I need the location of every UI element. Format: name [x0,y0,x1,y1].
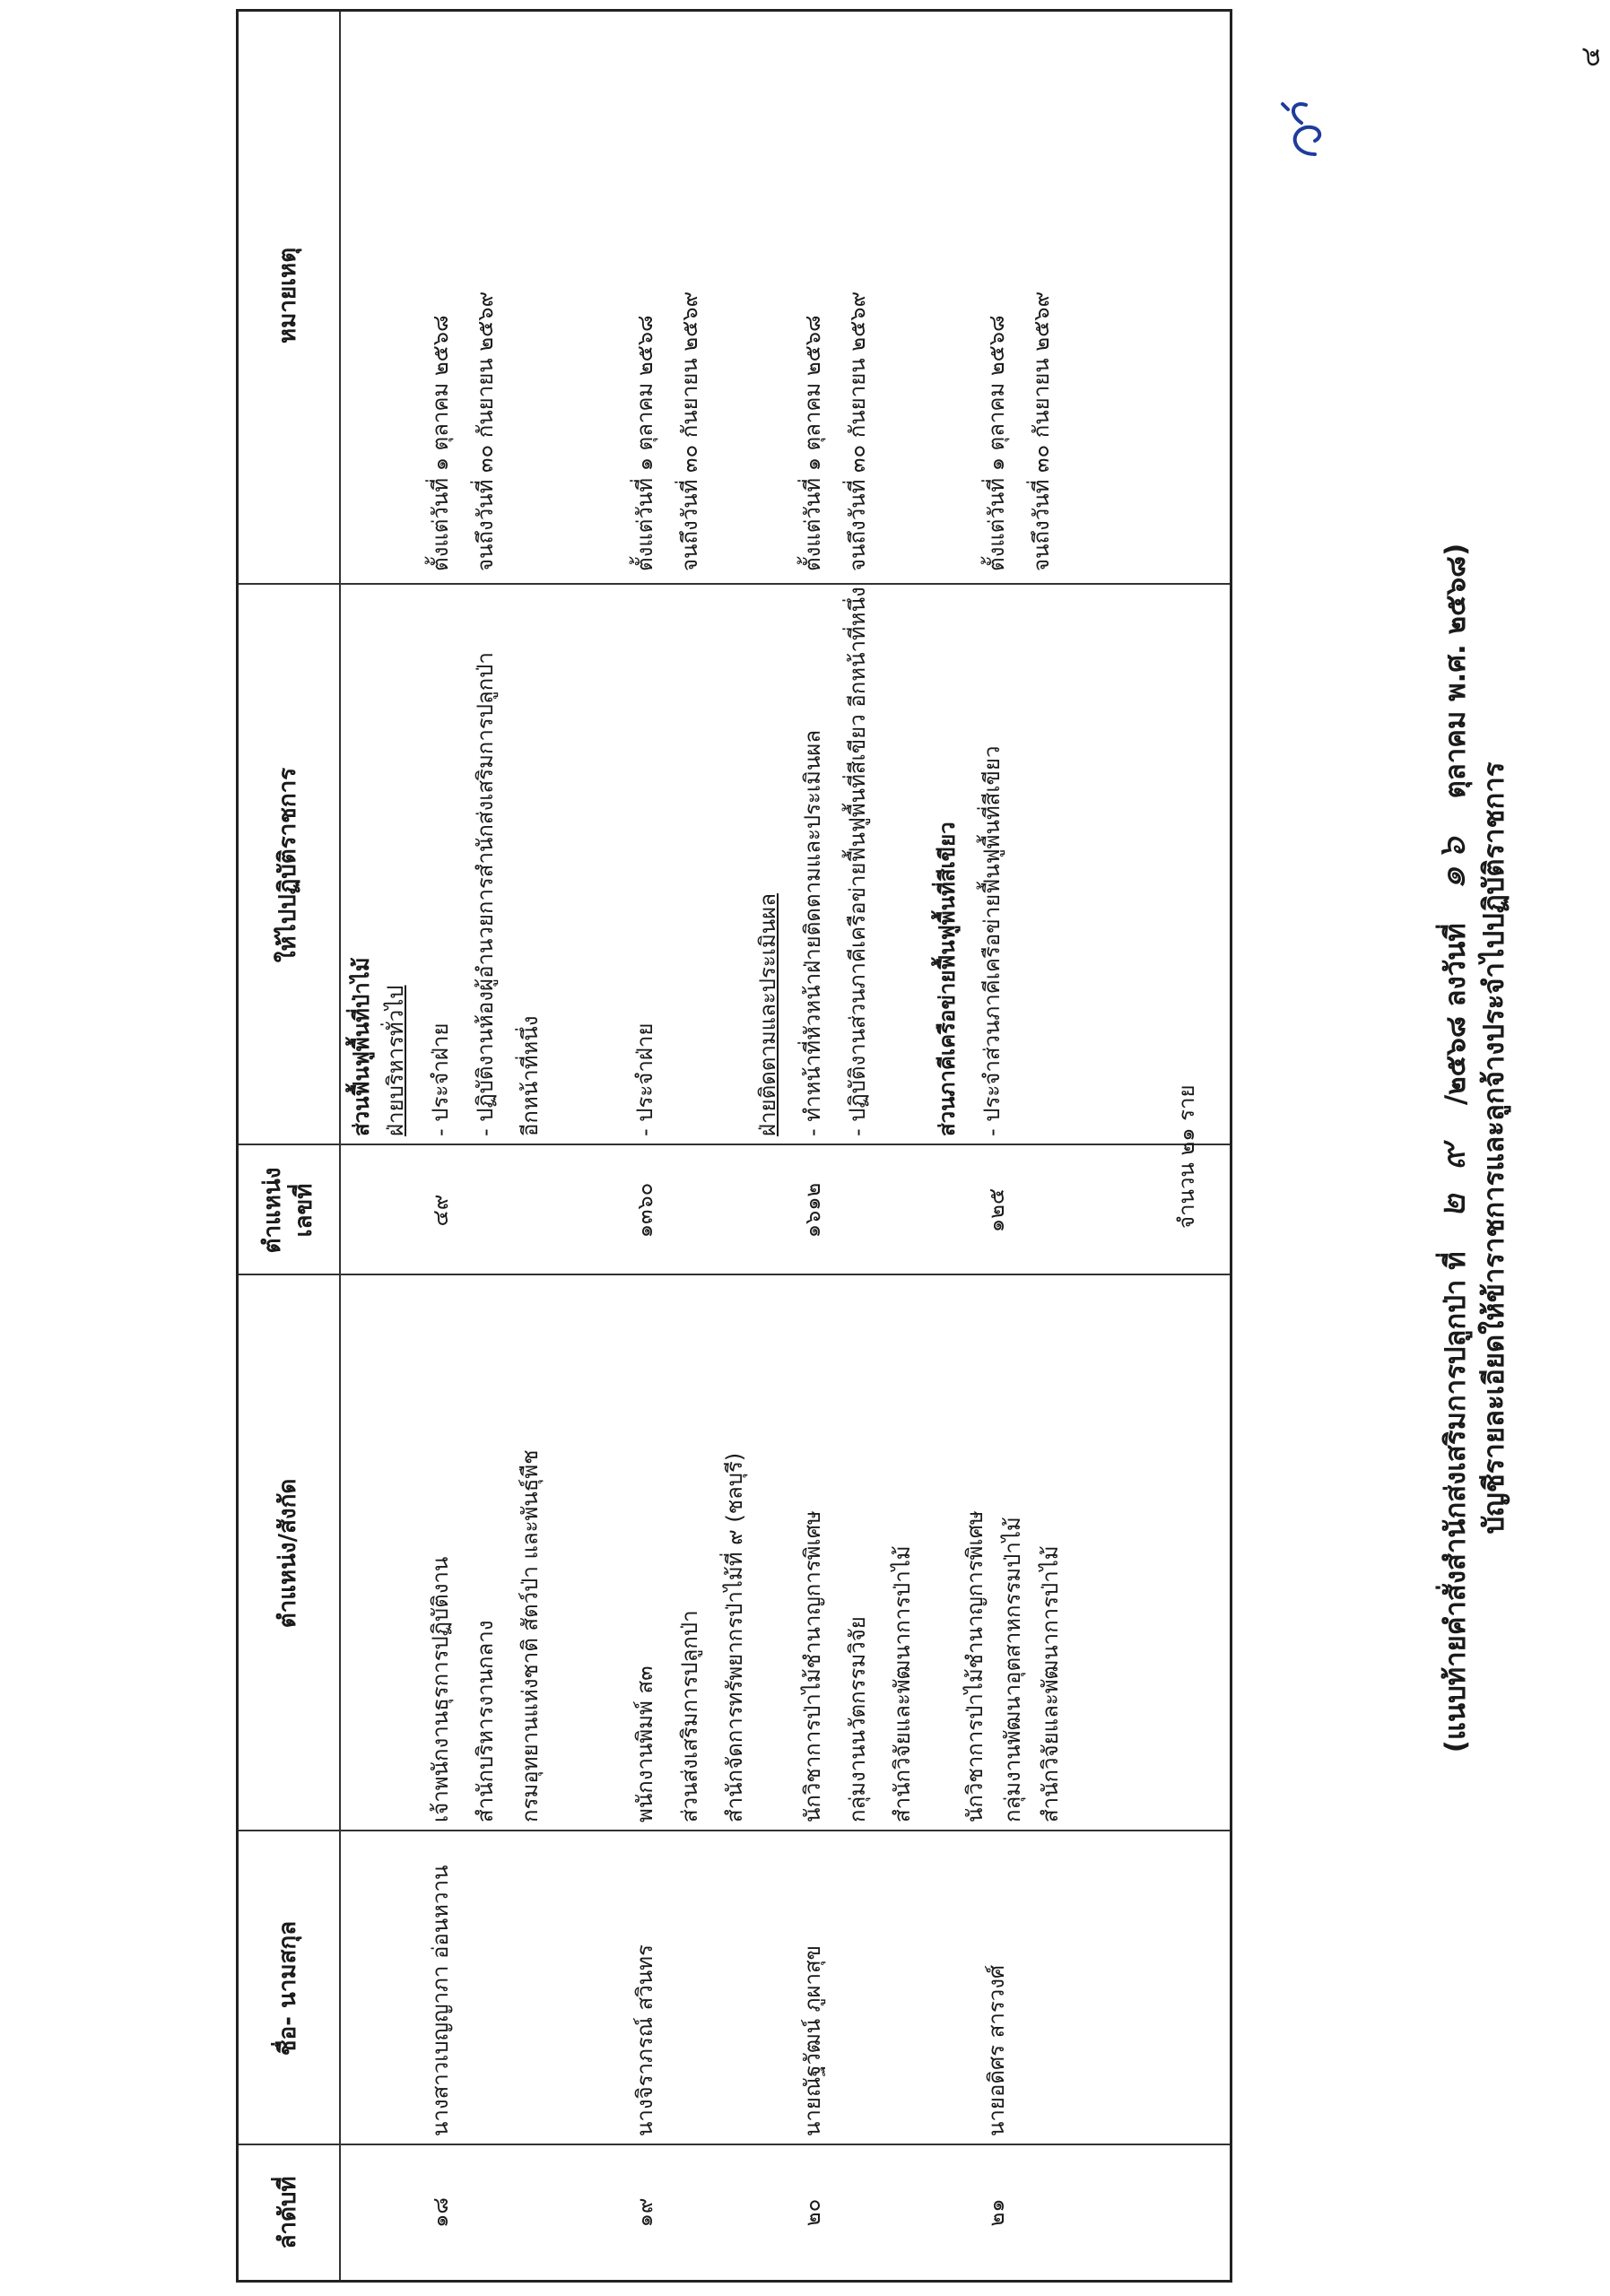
row-name: นายอดิศร สารวงศ์ [984,1964,1009,2136]
subtitle-mid: /๒๕๖๘ ลงวันที่ [1440,923,1472,1106]
document-title: บัญชีรายละเอียดให้ข้าราชการและลูกจ้างประจำไปปฏิบัติราชการ [1478,761,1510,1535]
header-name: ชื่อ- นามสกุล [274,1920,302,2057]
row-no: ๒๐ [800,2198,825,2227]
signature-mark [1279,91,1333,163]
section-network: ส่วนภาคีเครือข่ายฟื้นฟูพื้นที่สีเขียว [935,822,960,1136]
total-count: จำนวน ๒๑ ราย [1174,1084,1199,1229]
row-remark: ตั้งแต่วันที่ ๑ ตุลาคม ๒๕๖๘ จนถึงวันที่ ๓๐ กันยายน ๒๕๖๙ [632,291,702,571]
header-position-no-line2: เลขที่ [291,1183,318,1238]
row-assignment: ส่วนภาคีเครือข่ายฟื้นฟูพื้นที่สีเขียว - ประจำส่วนภาคีเครือข่ายฟื้นฟูพื้นที่สีเขียว [925,746,1014,1136]
page-number: ๔ [1575,47,1606,67]
header-no: ลำดับที่ [274,2176,302,2249]
row-remark: ตั้งแต่วันที่ ๑ ตุลาคม ๒๕๖๘ จนถึงวันที่ ๓๐ กันยายน ๒๕๖๙ [428,291,498,571]
row-no: ๒๑ [984,2198,1009,2227]
header-assignment: ให้ไปปฏิบัติราชการ [274,767,302,963]
row-no: ๑๘ [428,2197,453,2228]
row-name: นายณัฐวัฒน์ ภูผาสุข [800,1944,825,2136]
row-name: นางสาวเบญญาภา อ่อนหวาน [428,1865,453,2136]
header-position: ตำแหน่ง/สังกัด [274,1478,302,1629]
row-position-no: ๑๒๕ [984,1187,1009,1233]
order-day: ๑๖ [1430,831,1474,891]
section-main: ส่วนฟื้นฟูพื้นที่ป่าไม้ [349,957,374,1136]
row-assignment: ฝ่ายบริหารทั่วไป - ประจำฝ่าย - ปฏิบัติงานห้องผู้อำนวยการสำนักส่งเสริมการปลูกป่า อีกหน้าที่หนึ่ง [383,652,543,1136]
row-position-no: ๔๙ [428,1194,453,1227]
row-name: นางจิราภรณ์ สวินทร [632,1944,657,2136]
header-position-no-line1: ตำแหน่ง [258,1167,286,1254]
row-assignment: - ประจำฝ่าย [632,1022,657,1136]
document-subtitle [1423,0,1482,2296]
row-remark: ตั้งแต่วันที่ ๑ ตุลาคม ๒๕๖๘ จนถึงวันที่ ๓๐ กันยายน ๒๕๖๙ [984,291,1054,571]
header-remark: หมายเหตุ [274,247,302,344]
row-position: นักวิชาการป่าไม้ชำนาญการพิเศษ กลุ่มงานพัฒนาอุตสาหกรรมป่าไม้ สำนักวิจัยและพัฒนาการป่าไม้ [962,1510,1063,1822]
assignment-table [236,9,1232,2283]
subtitle-prefix: (แนบท้ายคำสั่งสำนักส่งเสริมการปลูกป่า ที่ [1440,1251,1472,1753]
subtitle-suffix: ตุลาคม พ.ศ. ๒๕๖๘) [1440,543,1472,799]
row-position-no: ๑๓๖๐ [632,1182,657,1239]
header-position-no [239,1145,339,1275]
row-position-no: ๑๖๑๒ [800,1182,825,1239]
row-remark: ตั้งแต่วันที่ ๑ ตุลาคม ๒๕๖๘ จนถึงวันที่ ๓๐ กันยายน ๒๕๖๙ [800,291,870,571]
order-number: ๒ ๙ [1430,1137,1474,1219]
row-assignment: ฝ่ายติดตามและประเมินผล - ทำหน้าที่หัวหน้าฝ่ายติดตามและประเมินผล - ปฏิบัติงานส่วนภาคีเครือข่ายฟื้นฟูพื้นที่สีเขียว อีกหน้าที่หนึ่ง [755,587,870,1136]
row-position: เจ้าพนักงานธุรการปฏิบัติงาน สำนักบริหารงานกลาง กรมอุทยานแห่งชาติ สัตว์ป่า และพันธุ์พืช [428,1449,543,1822]
row-position: พนักงานพิมพ์ ส๓ ส่วนส่งเสริมการปลูกป่า สำนักจัดการทรัพยากรป่าไม้ที่ ๙ (ชลบุรี) [632,1452,747,1822]
row-no: ๑๙ [632,2197,657,2228]
row-position: นักวิชาการป่าไม้ชำนาญการพิเศษ กลุ่มงานนวัตกรรมวิจัย สำนักวิจัยและพัฒนาการป่าไม้ [800,1510,915,1822]
